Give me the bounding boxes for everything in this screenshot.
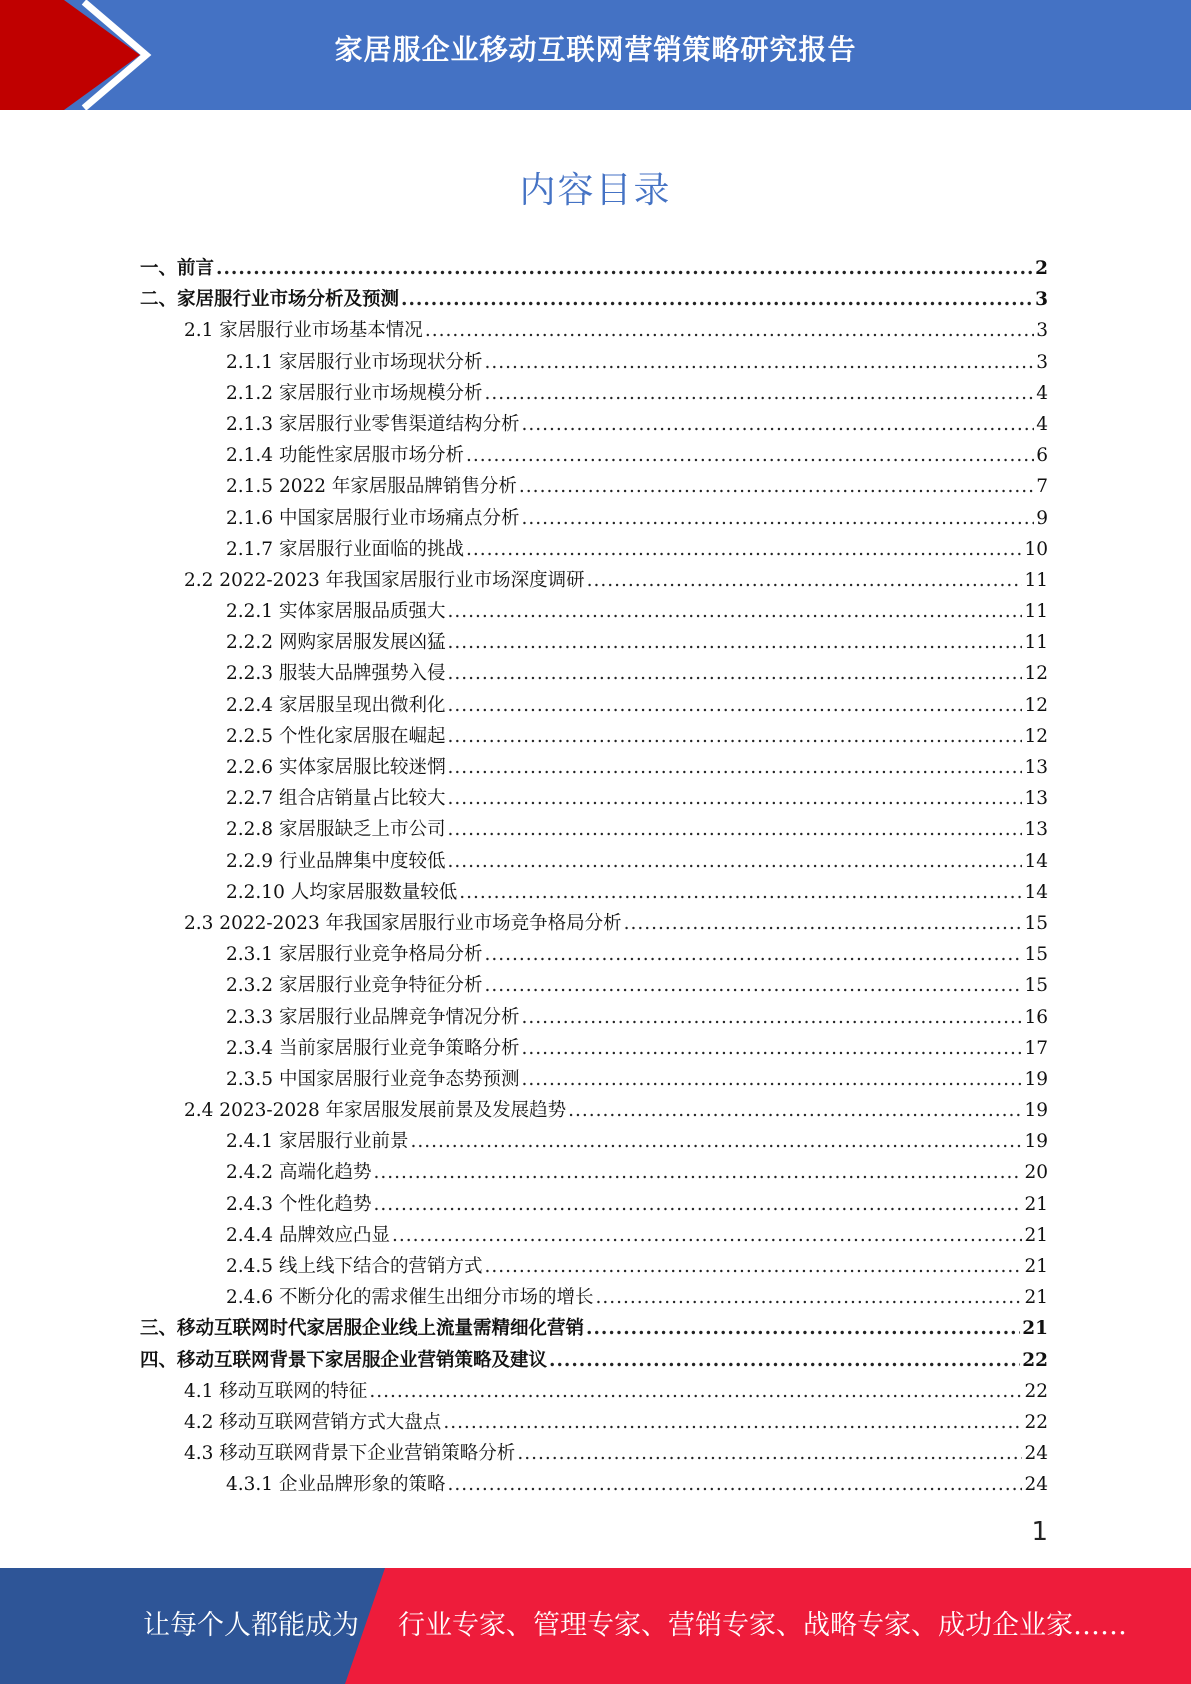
toc-dot-leader — [624, 908, 1023, 939]
toc-dot-leader — [373, 1189, 1022, 1220]
toc-dot-leader — [521, 1002, 1022, 1033]
toc-dot-leader — [447, 596, 1022, 627]
toc-entry[interactable] — [140, 1376, 1048, 1407]
toc-dot-leader — [517, 1438, 1022, 1469]
toc-entry[interactable] — [140, 503, 1048, 534]
toc-dot-leader — [447, 814, 1022, 845]
toc-entry-title: 4.1 移动互联网的特征 — [184, 1380, 368, 1402]
page-number: 1 — [1031, 1517, 1048, 1547]
toc-entry[interactable] — [140, 1189, 1048, 1220]
toc-entry[interactable] — [140, 1469, 1048, 1500]
toc-dot-leader — [466, 440, 1034, 471]
toc-dot-leader — [401, 284, 1033, 315]
toc-entry-page: 21 — [1022, 1318, 1048, 1340]
toc-entry-title: 2.3.3 家居服行业品牌竞争情况分析 — [226, 1006, 520, 1028]
toc-entry-page: 9 — [1036, 507, 1048, 529]
toc-entry-page: 13 — [1024, 788, 1048, 810]
toc-entry-title: 2.1.5 2022 年家居服品牌销售分析 — [226, 476, 517, 498]
toc-entry-page: 22 — [1024, 1380, 1048, 1402]
toc-entry[interactable] — [140, 939, 1048, 970]
toc-entry-title: 三、移动互联网时代家居服企业线上流量需精细化营销 — [140, 1318, 585, 1340]
toc-entry-title: 4.2 移动互联网营销方式大盘点 — [184, 1411, 442, 1433]
toc-dot-leader — [568, 1095, 1022, 1126]
toc-dot-leader — [447, 1469, 1022, 1500]
toc-entry-title: 2.4.3 个性化趋势 — [226, 1193, 372, 1215]
toc-entry[interactable] — [140, 1157, 1048, 1188]
toc-entry-page: 4 — [1036, 382, 1048, 404]
toc-entry[interactable] — [140, 1282, 1048, 1313]
toc-entry[interactable] — [140, 565, 1048, 596]
toc-entry-page: 3 — [1036, 320, 1048, 342]
toc-dot-leader — [484, 347, 1034, 378]
toc-entry-title: 2.2.1 实体家居服品质强大 — [226, 601, 446, 623]
toc-dot-leader — [447, 846, 1022, 877]
toc-dot-leader — [595, 1282, 1022, 1313]
toc-entry[interactable] — [140, 1313, 1048, 1344]
toc-entry-page: 24 — [1024, 1474, 1048, 1496]
toc-entry-title: 2.4.6 不断分化的需求催生出细分市场的增长 — [226, 1287, 594, 1309]
toc-entry-page: 4 — [1036, 413, 1048, 435]
toc-entry-title: 2.2 2022-2023 年我国家居服行业市场深度调研 — [184, 569, 585, 591]
toc-dot-leader — [549, 1345, 1020, 1376]
toc-entry-title: 2.3.2 家居服行业竞争特征分析 — [226, 975, 483, 997]
toc-dot-leader — [369, 1376, 1022, 1407]
page-header — [0, 0, 1191, 110]
toc-entry-page: 19 — [1024, 1100, 1048, 1122]
toc-entry-page: 24 — [1024, 1443, 1048, 1465]
toc-entry-page: 15 — [1024, 912, 1048, 934]
toc-entry-page: 22 — [1022, 1349, 1048, 1371]
toc-entry-page: 21 — [1024, 1193, 1048, 1215]
toc-dot-leader — [484, 1251, 1022, 1282]
footer-slogan-left: 让每个人都能成为 — [143, 1610, 359, 1641]
toc-entry-page: 17 — [1024, 1037, 1048, 1059]
toc-entry-page: 10 — [1024, 538, 1048, 560]
toc-dot-leader — [447, 783, 1022, 814]
toc-entry[interactable] — [140, 1220, 1048, 1251]
toc-entry-page: 14 — [1024, 881, 1048, 903]
toc-dot-leader — [484, 970, 1022, 1001]
toc-dot-leader — [410, 1126, 1022, 1157]
toc-entry-page: 12 — [1024, 663, 1048, 685]
toc-heading: 内容目录 — [519, 170, 672, 211]
toc-entry[interactable] — [140, 814, 1048, 845]
toc-entry[interactable] — [140, 690, 1048, 721]
toc-entry[interactable] — [140, 721, 1048, 752]
toc-entry[interactable] — [140, 534, 1048, 565]
toc-dot-leader — [373, 1157, 1022, 1188]
toc-entry-page: 12 — [1024, 694, 1048, 716]
toc-entry[interactable] — [140, 596, 1048, 627]
toc-entry[interactable] — [140, 253, 1048, 284]
toc-entry[interactable] — [140, 908, 1048, 939]
toc-entry-page: 14 — [1024, 850, 1048, 872]
toc-entry-page: 3 — [1035, 289, 1048, 311]
toc-entry[interactable] — [140, 440, 1048, 471]
toc-entry-page: 22 — [1024, 1411, 1048, 1433]
toc-dot-leader — [587, 565, 1023, 596]
toc-entry-title: 2.2.9 行业品牌集中度较低 — [226, 850, 446, 872]
toc-entry-title: 2.1.1 家居服行业市场现状分析 — [226, 351, 483, 373]
toc-entry-title: 4.3.1 企业品牌形象的策略 — [226, 1474, 446, 1496]
toc-entry-page: 21 — [1024, 1256, 1048, 1277]
toc-entry-title: 2.1.6 中国家居服行业市场痛点分析 — [226, 507, 520, 529]
toc-entry-title: 2.2.4 家居服呈现出微利化 — [226, 694, 446, 716]
toc-entry-page: 21 — [1024, 1287, 1048, 1309]
toc-entry[interactable] — [140, 315, 1048, 346]
toc-entry-title: 2.4.2 高端化趋势 — [226, 1162, 372, 1184]
toc-entry-title: 4.3 移动互联网背景下企业营销策略分析 — [184, 1443, 516, 1465]
toc-entry-title: 2.4.5 线上线下结合的营销方式 — [226, 1256, 483, 1277]
toc-entry[interactable] — [140, 846, 1048, 877]
toc-entry-title: 2.2.10 人均家居服数量较低 — [226, 881, 458, 903]
toc-entry-page: 2 — [1035, 258, 1048, 279]
toc-entry[interactable] — [140, 378, 1048, 409]
toc-dot-leader — [447, 627, 1022, 658]
toc-entry-title: 2.3 2022-2023 年我国家居服行业市场竞争格局分析 — [184, 912, 622, 934]
toc-entry-page: 6 — [1036, 445, 1048, 467]
toc-dot-leader — [521, 503, 1034, 534]
toc-entry-page: 15 — [1024, 975, 1048, 997]
toc-entry-title: 二、家居服行业市场分析及预测 — [140, 289, 400, 311]
toc-entry-page: 11 — [1024, 601, 1048, 623]
toc-entry-title: 2.2.2 网购家居服发展凶猛 — [226, 632, 446, 654]
page-footer — [0, 1568, 1191, 1684]
toc-entry-title: 2.4.4 品牌效应凸显 — [226, 1224, 390, 1246]
toc-dot-leader — [484, 939, 1022, 970]
toc-dot-leader — [447, 658, 1022, 689]
toc-dot-leader — [519, 471, 1034, 502]
toc-entry-title: 2.4 2023-2028 年家居服发展前景及发展趋势 — [184, 1100, 567, 1122]
toc-entry-page: 15 — [1024, 944, 1048, 966]
toc-entry[interactable] — [140, 284, 1048, 315]
toc-entry[interactable] — [140, 409, 1048, 440]
toc-dot-leader — [521, 409, 1034, 440]
toc-dot-leader — [392, 1220, 1022, 1251]
toc-entry-page: 12 — [1024, 725, 1048, 747]
toc-entry-page: 11 — [1024, 569, 1048, 591]
toc-entry[interactable] — [140, 1438, 1048, 1469]
toc-entry[interactable] — [140, 970, 1048, 1001]
toc-entry[interactable] — [140, 1002, 1048, 1033]
toc-entry-title: 2.1 家居服行业市场基本情况 — [184, 320, 423, 342]
toc-entry[interactable] — [140, 658, 1048, 689]
toc-entry-title: 2.1.3 家居服行业零售渠道结构分析 — [226, 413, 520, 435]
toc-entry-title: 2.3.5 中国家居服行业竞争态势预测 — [226, 1068, 520, 1090]
toc-entry[interactable] — [140, 1095, 1048, 1126]
toc-entry-title: 2.3.4 当前家居服行业竞争策略分析 — [226, 1037, 520, 1059]
toc-entry[interactable] — [140, 471, 1048, 502]
toc-entry-title: 2.1.4 功能性家居服市场分析 — [226, 445, 464, 467]
toc-entry-page: 13 — [1024, 819, 1048, 841]
toc-entry[interactable] — [140, 1064, 1048, 1095]
toc-entry-title: 四、移动互联网背景下家居服企业营销策略及建议 — [140, 1349, 548, 1371]
header-title: 家居服企业移动互联网营销策略研究报告 — [334, 33, 857, 66]
toc-dot-leader — [459, 877, 1022, 908]
toc-entry-title: 2.4.1 家居服行业前景 — [226, 1131, 409, 1153]
toc-entry-page: 13 — [1024, 757, 1048, 778]
toc-entry-title: 2.1.2 家居服行业市场规模分析 — [226, 382, 483, 404]
toc-dot-leader — [443, 1407, 1022, 1438]
toc-entry-page: 19 — [1024, 1131, 1048, 1153]
toc-entry[interactable] — [140, 347, 1048, 378]
toc-dot-leader — [425, 315, 1034, 346]
toc-entry[interactable] — [140, 877, 1048, 908]
toc-entry[interactable] — [140, 1033, 1048, 1064]
toc-entry-title: 2.3.1 家居服行业竞争格局分析 — [226, 944, 483, 966]
toc-entry-title: 2.2.8 家居服缺乏上市公司 — [226, 819, 446, 841]
toc-entry[interactable] — [140, 752, 1048, 783]
toc-dot-leader — [484, 378, 1034, 409]
toc-dot-leader — [521, 1064, 1022, 1095]
toc-entry-page: 19 — [1024, 1068, 1048, 1090]
toc-entry-page: 16 — [1024, 1006, 1048, 1028]
toc-entry[interactable] — [140, 1407, 1048, 1438]
toc-entry[interactable] — [140, 1251, 1048, 1282]
toc-dot-leader — [466, 534, 1022, 565]
toc-entry-page: 3 — [1036, 351, 1048, 373]
toc-entry-title: 2.2.5 个性化家居服在崛起 — [226, 725, 446, 747]
toc-entry-title: 2.2.7 组合店销量占比较大 — [226, 788, 446, 810]
toc-entry[interactable] — [140, 1126, 1048, 1157]
toc-entry-title: 一、前言 — [140, 258, 215, 279]
table-of-contents — [140, 253, 1048, 1501]
toc-entry-page: 11 — [1024, 632, 1048, 654]
toc-entry-page: 7 — [1036, 476, 1048, 498]
toc-entry-title: 2.2.3 服装大品牌强势入侵 — [226, 663, 446, 685]
toc-entry-title: 2.2.6 实体家居服比较迷惘 — [226, 757, 446, 778]
toc-entry-page: 20 — [1024, 1162, 1048, 1184]
toc-dot-leader — [586, 1313, 1020, 1344]
footer-slogan-right: 行业专家、管理专家、营销专家、战略专家、成功企业家…… — [398, 1610, 1127, 1641]
toc-dot-leader — [447, 690, 1022, 721]
toc-entry-page: 21 — [1024, 1224, 1048, 1246]
toc-entry[interactable] — [140, 783, 1048, 814]
toc-dot-leader — [447, 752, 1022, 783]
toc-entry-title: 2.1.7 家居服行业面临的挑战 — [226, 538, 464, 560]
toc-entry[interactable] — [140, 627, 1048, 658]
toc-dot-leader — [216, 253, 1033, 284]
toc-entry[interactable] — [140, 1345, 1048, 1376]
toc-dot-leader — [521, 1033, 1022, 1064]
toc-dot-leader — [447, 721, 1022, 752]
